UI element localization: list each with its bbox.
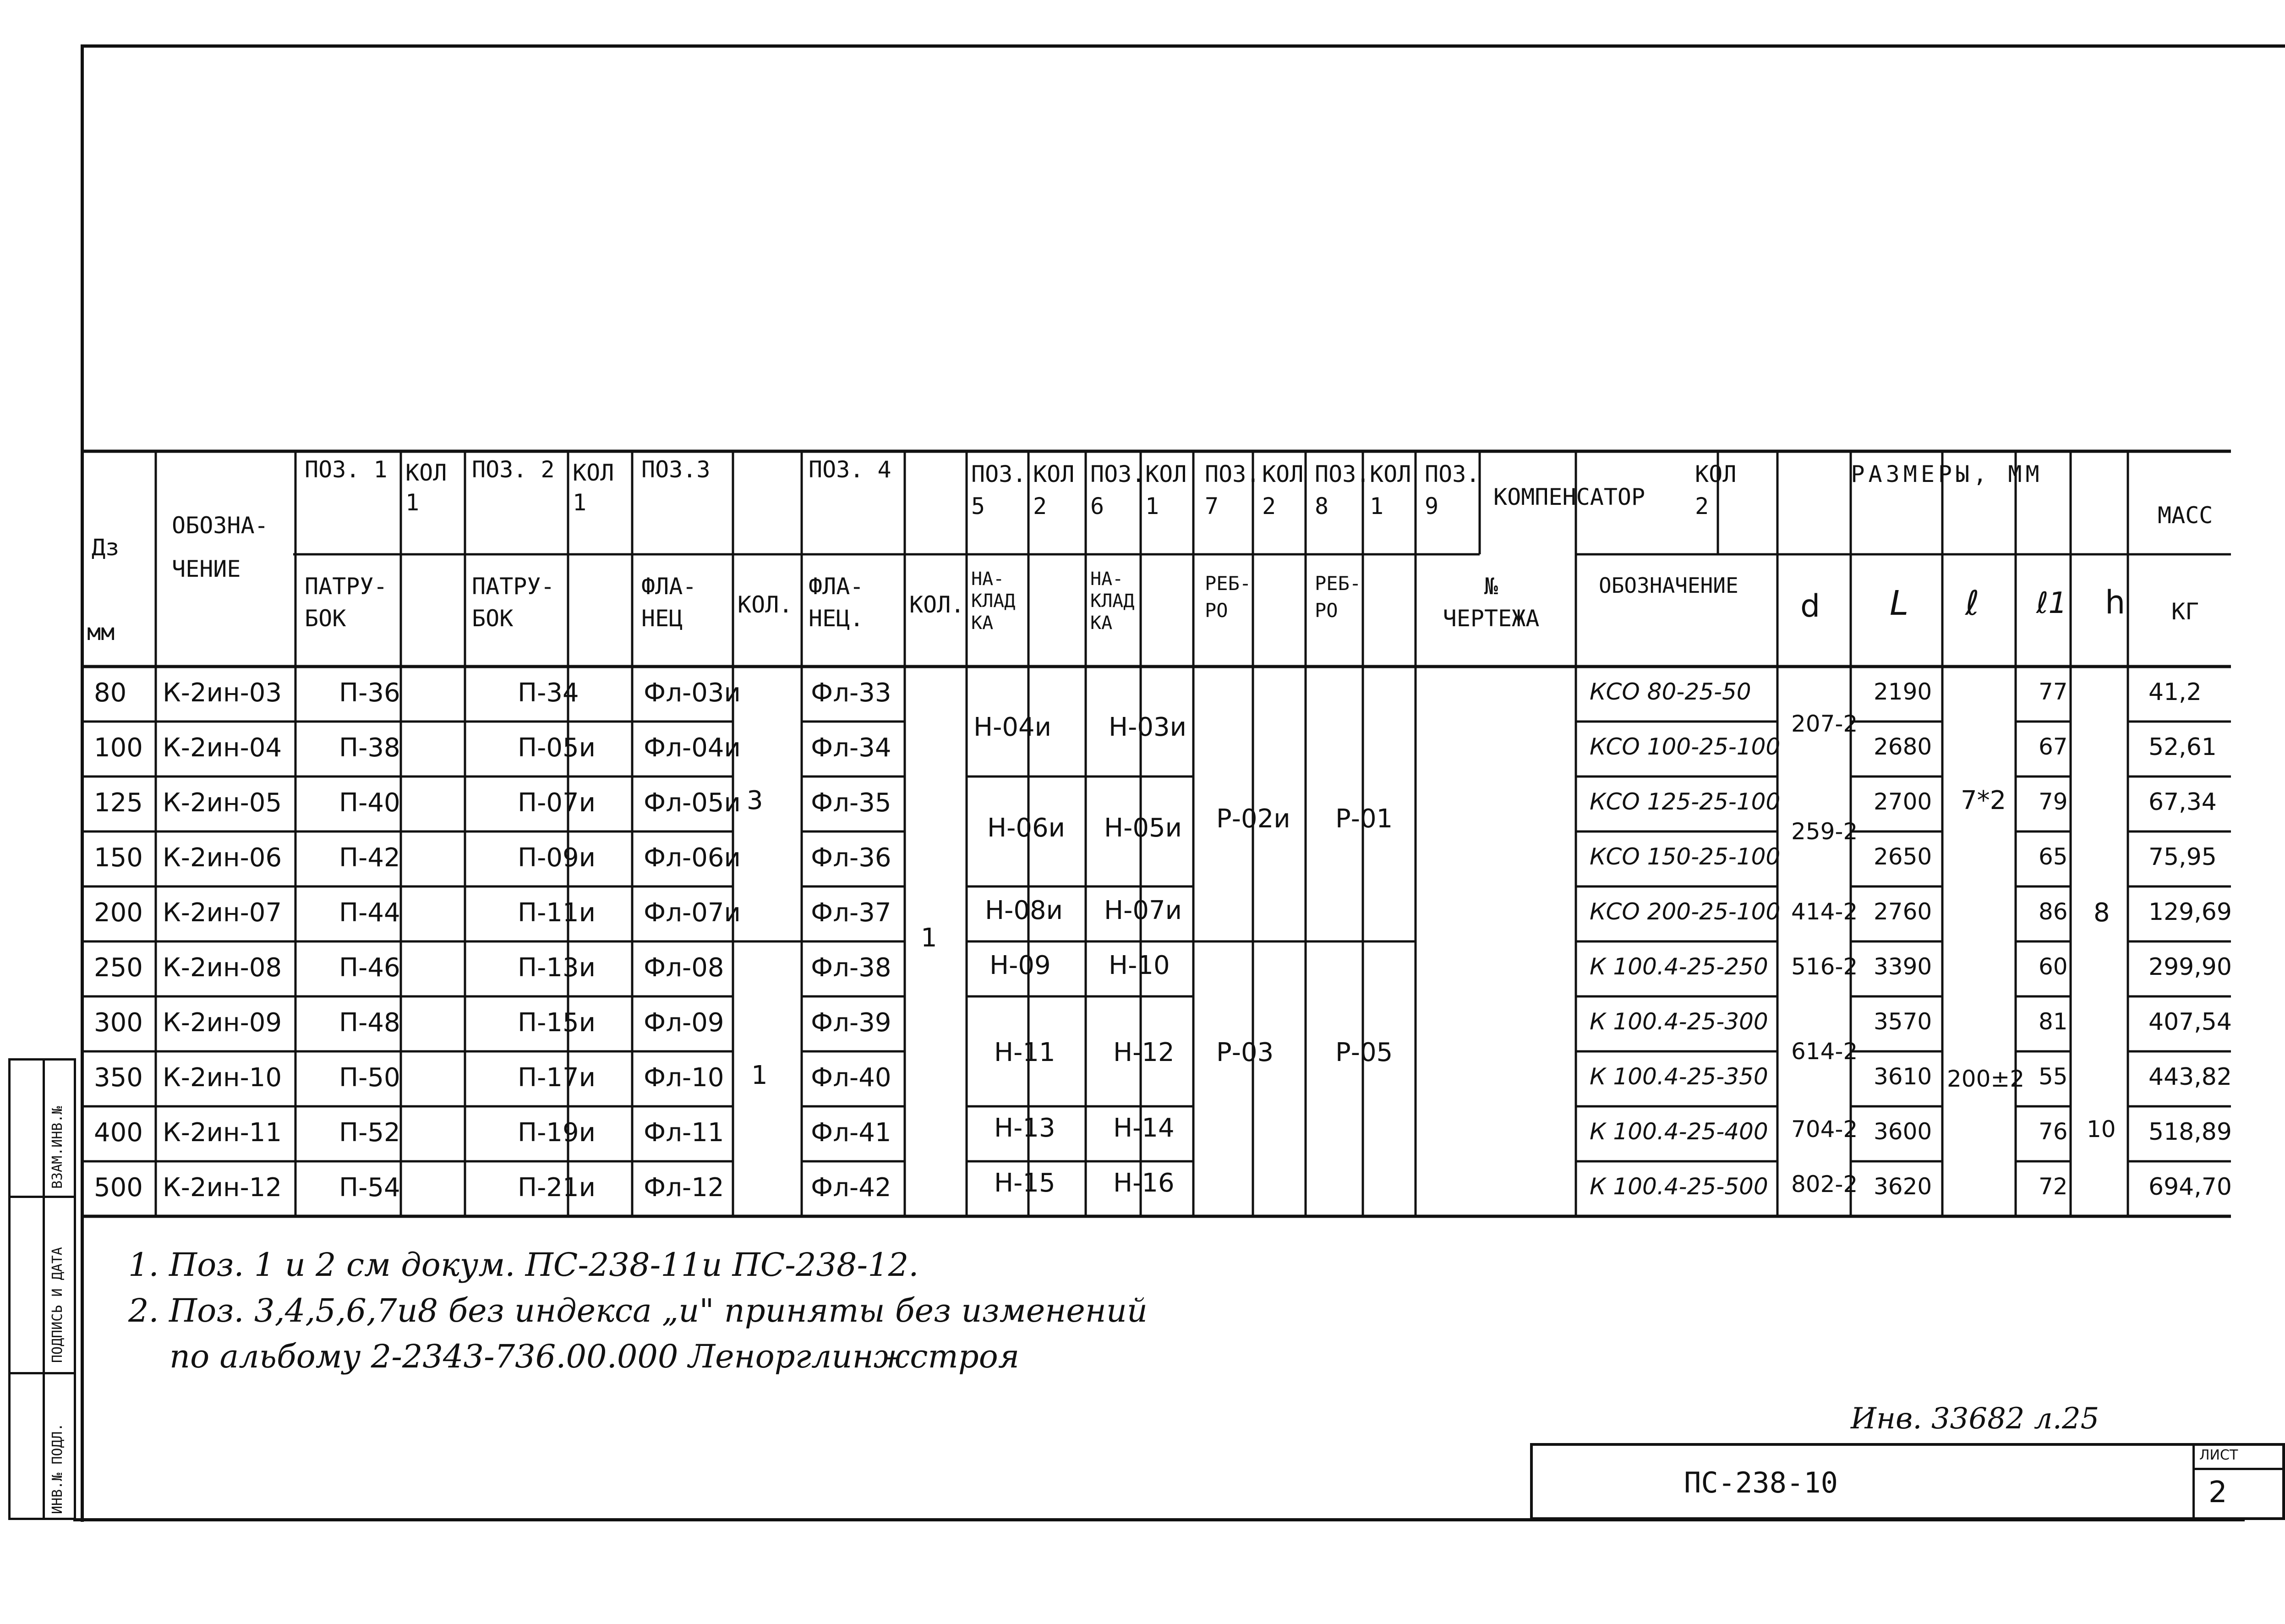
cell-pos4: Фл-40 — [811, 1063, 891, 1093]
side-label-signature-date: ПОДПИСЬ И ДАТА — [49, 1247, 66, 1363]
merged-d-c: 414-2 — [1791, 898, 1858, 925]
merged-qty4: 1 — [921, 923, 937, 953]
cell-compensator: КСО 80-25-50 — [1590, 678, 1751, 705]
merged-pos5-a: Н-04и — [973, 712, 1051, 742]
cell-mass: 518,89 — [2148, 1118, 2232, 1146]
cell-l1: 86 — [2039, 898, 2068, 925]
cell-pos1: П-42 — [339, 843, 400, 873]
hdr-pos2-name: ПАТРУ-БОК — [472, 573, 555, 632]
merged-qty3-top: 3 — [747, 786, 763, 815]
hdr-d: d — [1800, 588, 1820, 624]
cell-pos4: Фл-41 — [811, 1118, 891, 1148]
cell-dn: 500 — [94, 1173, 143, 1203]
hdr-drawing-no: № ЧЕРТЕЖА — [1443, 573, 1540, 632]
cell-mass: 443,82 — [2148, 1063, 2232, 1091]
merged-pos5-f: Н-13 — [994, 1113, 1055, 1143]
cell-designation: К-2ин-11 — [163, 1118, 282, 1148]
merged-d-e: 614-2 — [1791, 1038, 1858, 1065]
cell-pos2: П-09и — [518, 843, 596, 873]
cell-dn: 300 — [94, 1008, 143, 1038]
cell-pos2: П-07и — [518, 788, 596, 818]
hdr-pos8: ПОЗ. 8 — [1315, 461, 1370, 519]
side-label-replaced-inv: ВЗАМ.ИНВ.№ — [49, 1106, 66, 1189]
hdr-dn: Дз — [92, 534, 120, 561]
merged-d-b: 259-2 — [1791, 818, 1858, 845]
cell-designation: К-2ин-06 — [163, 843, 282, 873]
cell-compensator: К 100.4-25-300 — [1590, 1008, 1768, 1035]
cell-mass: 129,69 — [2148, 898, 2232, 926]
cell-l1: 60 — [2039, 953, 2068, 980]
hdr-comp-designation: ОБОЗНАЧЕНИЕ — [1599, 573, 1738, 598]
cell-pos2: П-21и — [518, 1173, 596, 1203]
hdr-qty1: КОЛ 1 — [405, 459, 447, 516]
hdr-sizes: РАЗМЕРЫ, ММ — [1851, 461, 2043, 487]
cell-compensator: КСО 200-25-100 — [1590, 898, 1781, 925]
merged-pos7-a: Р-02и — [1216, 804, 1290, 834]
cell-designation: К-2ин-09 — [163, 1008, 282, 1038]
title-block-sheet-label: ЛИСТ — [2199, 1447, 2238, 1463]
merged-h-a: 8 — [2094, 898, 2110, 928]
hdr-pos1-name: ПАТРУ-БОК — [305, 573, 388, 632]
cell-pos1: П-40 — [339, 788, 400, 818]
cell-dn: 250 — [94, 953, 143, 983]
cell-pos4: Фл-39 — [811, 1008, 891, 1038]
cell-compensator: КСО 150-25-100 — [1590, 843, 1781, 870]
cell-pos3: Фл-07и — [644, 898, 741, 928]
merged-l-a: 7*2 — [1961, 786, 2006, 815]
merged-pos6-c: Н-07и — [1104, 896, 1182, 925]
hdr-pos7: ПОЗ. 7 — [1205, 461, 1260, 519]
hdr-qty6: КОЛ 1 — [1145, 461, 1187, 519]
merged-pos8-b: Р-05 — [1335, 1038, 1393, 1067]
cell-l1: 67 — [2039, 733, 2068, 760]
cell-compensator: К 100.4-25-500 — [1590, 1173, 1768, 1200]
cell-pos3: Фл-03и — [644, 678, 741, 708]
hdr-l1: ℓ1 — [2036, 586, 2067, 620]
title-block — [1530, 1443, 2285, 1520]
cell-designation: К-2ин-03 — [163, 678, 282, 708]
merged-pos6-b: Н-05и — [1104, 813, 1182, 843]
hdr-mass: МАСС — [2158, 502, 2213, 529]
hdr-compensator: КОМПЕНСАТОР — [1493, 484, 1645, 510]
cell-mass: 52,61 — [2148, 733, 2217, 761]
cell-pos2: П-19и — [518, 1118, 596, 1148]
cell-l1: 55 — [2039, 1063, 2068, 1090]
cell-mass: 75,95 — [2148, 843, 2217, 871]
merged-pos5-c: Н-08и — [985, 896, 1063, 925]
hdr-qty5: КОЛ 2 — [1033, 461, 1075, 519]
cell-pos1: П-50 — [339, 1063, 400, 1093]
merged-qty3-bottom: 1 — [751, 1061, 768, 1090]
cell-l1: 77 — [2039, 678, 2068, 705]
merged-pos6-f: Н-14 — [1113, 1113, 1175, 1143]
title-block-doc-number: ПС-238-10 — [1684, 1466, 1838, 1499]
merged-pos6-g: Н-16 — [1113, 1168, 1175, 1198]
cell-pos3: Фл-05и — [644, 788, 741, 818]
cell-l1: 65 — [2039, 843, 2068, 870]
hdr-qty3: КОЛ. — [738, 591, 793, 618]
merged-pos6-d: Н-10 — [1109, 951, 1170, 980]
cell-dn: 400 — [94, 1118, 143, 1148]
cell-pos4: Фл-37 — [811, 898, 891, 928]
title-block-sheet-number: 2 — [2208, 1476, 2227, 1509]
hdr-qty8: КОЛ 1 — [1370, 461, 1411, 519]
cell-pos3: Фл-06и — [644, 843, 741, 873]
cell-dn: 150 — [94, 843, 143, 873]
hdr-qty4: КОЛ. — [909, 591, 965, 618]
cell-pos2: П-11и — [518, 898, 596, 928]
hdr-h: h — [2105, 584, 2126, 621]
note-1: 1. Поз. 1 и 2 см докум. ПС-238-11и ПС-238-12. — [128, 1246, 919, 1284]
merged-h-b: 10 — [2087, 1116, 2116, 1143]
hdr-pos8-name: РЕБ-РО — [1315, 572, 1361, 622]
cell-dn: 100 — [94, 733, 143, 763]
hdr-pos6: ПОЗ. 6 — [1090, 461, 1146, 519]
cell-mass: 299,90 — [2148, 953, 2232, 981]
hdr-pos3: ПОЗ.3 — [641, 456, 711, 483]
merged-pos5-b: Н-06и — [987, 813, 1065, 843]
cell-L: 3600 — [1874, 1118, 1932, 1145]
cell-pos3: Фл-10 — [644, 1063, 724, 1093]
cell-L: 2700 — [1874, 788, 1932, 815]
cell-L: 3570 — [1874, 1008, 1932, 1035]
cell-dn: 200 — [94, 898, 143, 928]
inventory-stamp: Инв. 33682 л.25 — [1851, 1402, 2099, 1436]
hdr-qty-comp: КОЛ 2 — [1695, 461, 1737, 519]
cell-mass: 41,2 — [2148, 678, 2202, 706]
hdr-pos5-name: НА-КЛАД КА — [971, 569, 1016, 634]
cell-pos3: Фл-08 — [644, 953, 724, 983]
hdr-pos2: ПОЗ. 2 — [472, 456, 555, 483]
merged-pos6-a: Н-03и — [1109, 712, 1186, 742]
merged-l-b: 200±2 — [1947, 1066, 2025, 1092]
cell-l1: 81 — [2039, 1008, 2068, 1035]
cell-pos1: П-54 — [339, 1173, 400, 1203]
note-2-continued: по альбому 2-2343-736.00.000 Ленорглинжстроя — [169, 1338, 1020, 1375]
merged-d-g: 802-2 — [1791, 1171, 1858, 1197]
cell-compensator: КСО 100-25-100 — [1590, 733, 1781, 760]
cell-pos3: Фл-09 — [644, 1008, 724, 1038]
cell-compensator: К 100.4-25-350 — [1590, 1063, 1768, 1090]
hdr-designation: ОБОЗНА-ЧЕНИЕ — [172, 512, 268, 582]
cell-compensator: К 100.4-25-250 — [1590, 953, 1768, 980]
hdr-l: ℓ — [1965, 584, 1979, 623]
cell-pos1: П-48 — [339, 1008, 400, 1038]
merged-pos5-e: Н-11 — [994, 1038, 1055, 1067]
cell-compensator: КСО 125-25-100 — [1590, 788, 1781, 815]
cell-l1: 79 — [2039, 788, 2068, 815]
hdr-mass-unit: КГ — [2171, 598, 2199, 625]
hdr-pos4-name: ФЛА-НЕЦ. — [809, 573, 864, 632]
cell-dn: 125 — [94, 788, 143, 818]
hdr-qty7: КОЛ 2 — [1262, 461, 1304, 519]
hdr-pos3-name: ФЛА-НЕЦ — [641, 573, 697, 632]
cell-pos4: Фл-33 — [811, 678, 891, 708]
cell-mass: 694,70 — [2148, 1173, 2232, 1201]
cell-designation: К-2ин-08 — [163, 953, 282, 983]
cell-pos1: П-38 — [339, 733, 400, 763]
cell-pos3: Фл-04и — [644, 733, 741, 763]
cell-pos2: П-05и — [518, 733, 596, 763]
hdr-pos1: ПОЗ. 1 — [305, 456, 388, 483]
cell-L: 2190 — [1874, 678, 1932, 705]
cell-pos2: П-17и — [518, 1063, 596, 1093]
cell-pos1: П-46 — [339, 953, 400, 983]
cell-pos1: П-44 — [339, 898, 400, 928]
cell-pos3: Фл-12 — [644, 1173, 724, 1203]
cell-dn: 350 — [94, 1063, 143, 1093]
cell-pos3: Фл-11 — [644, 1118, 724, 1148]
cell-L: 2650 — [1874, 843, 1932, 870]
merged-d-a: 207-2 — [1791, 711, 1858, 737]
hdr-pos6-name: НА-КЛАД КА — [1090, 569, 1135, 634]
cell-mass: 407,54 — [2148, 1008, 2232, 1036]
hdr-pos5: ПОЗ. 5 — [971, 461, 1027, 519]
cell-l1: 72 — [2039, 1173, 2068, 1200]
cell-pos2: П-34 — [518, 678, 579, 708]
cell-L: 2760 — [1874, 898, 1932, 925]
hdr-pos4: ПОЗ. 4 — [809, 456, 891, 483]
cell-l1: 76 — [2039, 1118, 2068, 1145]
merged-d-d: 516-2 — [1791, 953, 1858, 980]
cell-L: 3610 — [1874, 1063, 1932, 1090]
merged-pos5-d: Н-09 — [989, 951, 1051, 980]
cell-dn: 80 — [94, 678, 127, 708]
hdr-qty2: КОЛ 1 — [573, 459, 614, 516]
cell-pos4: Фл-36 — [811, 843, 891, 873]
hdr-pos9: ПОЗ. 9 — [1425, 461, 1480, 519]
cell-mass: 67,34 — [2148, 788, 2217, 816]
merged-pos8-a: Р-01 — [1335, 804, 1393, 834]
merged-pos5-g: Н-15 — [994, 1168, 1055, 1198]
note-2: 2. Поз. 3,4,5,6,7и8 без индекса „и" приняты без изменений — [128, 1292, 1148, 1329]
cell-designation: К-2ин-04 — [163, 733, 282, 763]
hdr-L: L — [1890, 584, 1909, 623]
cell-L: 3620 — [1874, 1173, 1932, 1200]
cell-pos1: П-36 — [339, 678, 400, 708]
cell-pos2: П-13и — [518, 953, 596, 983]
cell-designation: К-2ин-05 — [163, 788, 282, 818]
merged-pos7-b: Р-03 — [1216, 1038, 1274, 1067]
cell-compensator: К 100.4-25-400 — [1590, 1118, 1768, 1145]
cell-pos4: Фл-38 — [811, 953, 891, 983]
cell-designation: К-2ин-10 — [163, 1063, 282, 1093]
cell-designation: К-2ин-12 — [163, 1173, 282, 1203]
cell-L: 3390 — [1874, 953, 1932, 980]
merged-pos6-e: Н-12 — [1113, 1038, 1175, 1067]
hdr-pos7-name: РЕБ-РО — [1205, 572, 1252, 622]
cell-pos4: Фл-35 — [811, 788, 891, 818]
cell-L: 2680 — [1874, 733, 1932, 760]
cell-pos1: П-52 — [339, 1118, 400, 1148]
side-label-original-inv: ИНВ.№ ПОДЛ. — [49, 1423, 66, 1514]
merged-d-f: 704-2 — [1791, 1116, 1858, 1143]
cell-pos2: П-15и — [518, 1008, 596, 1038]
cell-pos4: Фл-34 — [811, 733, 891, 763]
hdr-dn-unit: мм — [87, 619, 115, 645]
cell-pos4: Фл-42 — [811, 1173, 891, 1203]
cell-designation: К-2ин-07 — [163, 898, 282, 928]
